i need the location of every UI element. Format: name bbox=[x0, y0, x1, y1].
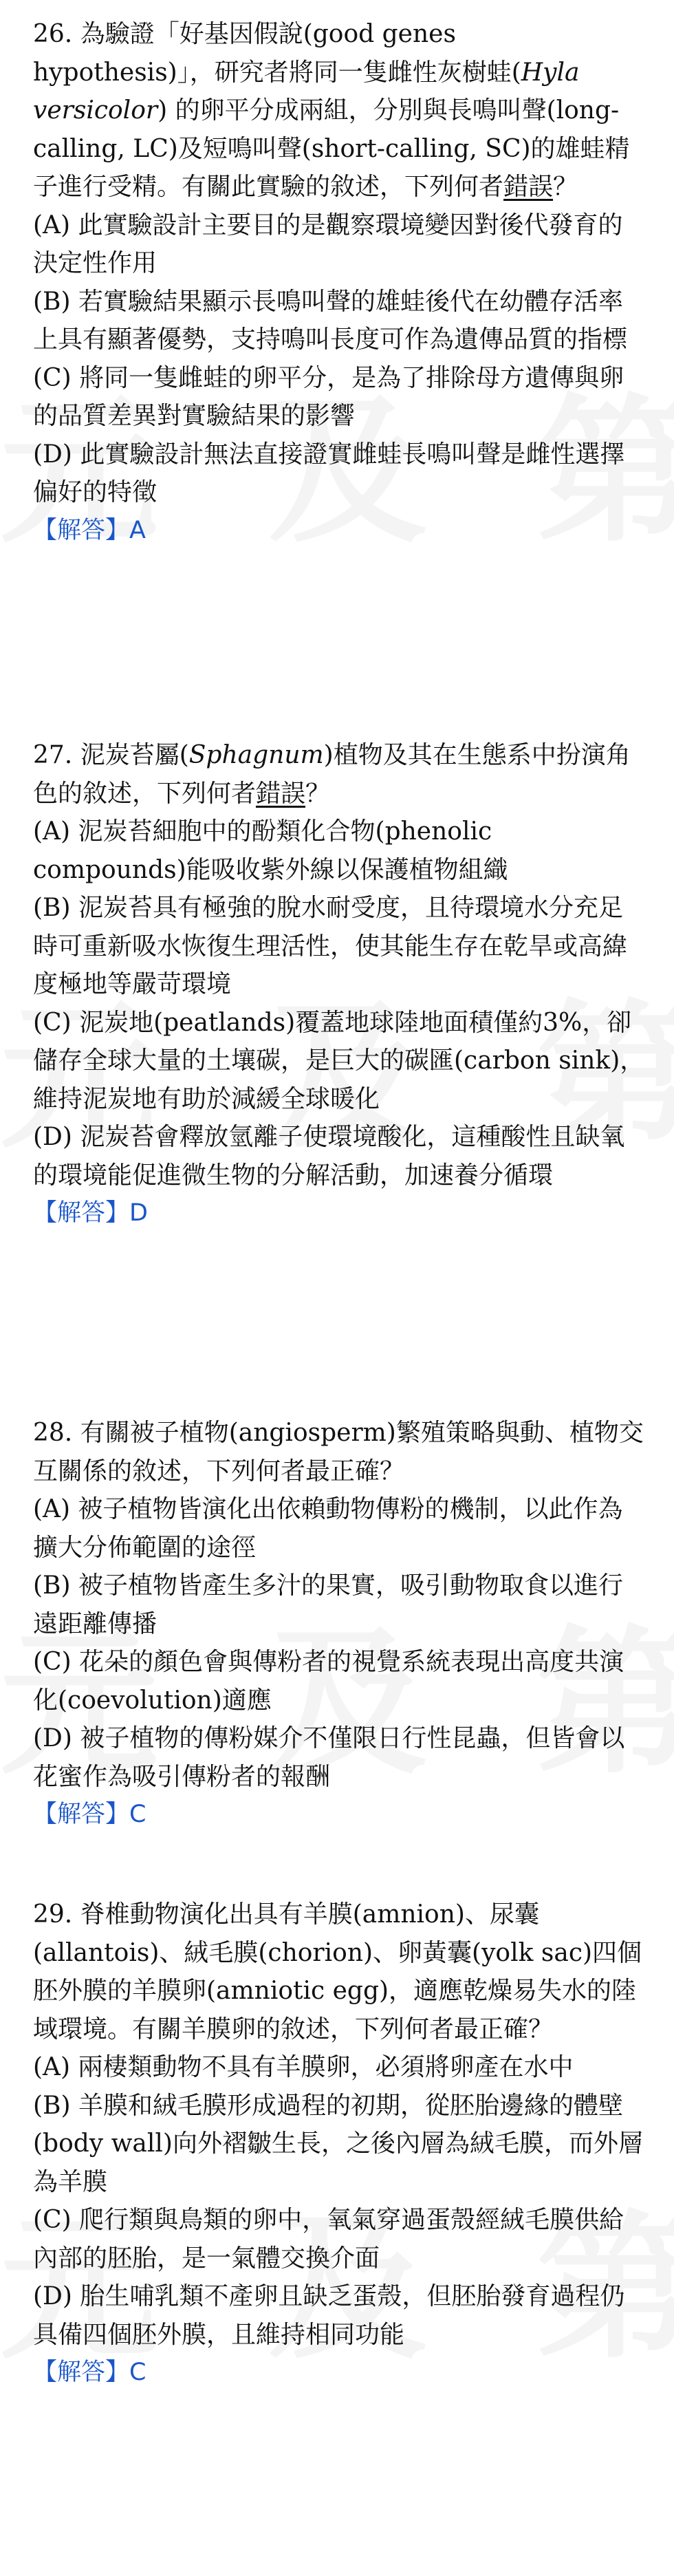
question-stem: 28. 有關被子植物(angiosperm)繁殖策略與動、植物交互關係的敘述，下列何者最正確？ bbox=[33, 1419, 644, 1485]
option-c: (C) 泥炭地(peatlands)覆蓋地球陸地面積僅約3%，卻儲存全球大量的土壤碳，是巨大的碳匯(carbon sink)，維持泥炭地有助於減緩全球暖化 bbox=[33, 1008, 645, 1113]
option-a: (A) 被子植物皆演化出依賴動物傳粉的機制，以此作為擴大分佈範圍的途徑 bbox=[33, 1495, 623, 1562]
option-a: (A) 此實驗設計主要目的是觀察環境變因對後代發育的決定性作用 bbox=[33, 211, 623, 277]
genus-name: Sphagnum bbox=[188, 741, 324, 769]
option-d: (D) 被子植物的傳粉媒介不僅限日行性昆蟲，但皆會以花蜜作為吸引傳粉者的報酬 bbox=[33, 1724, 625, 1791]
option-b: (B) 泥炭苔具有極強的脫水耐受度，且待環境水分充足時可重新吸水恢復生理活性，使其能生存在乾旱或高緯度極地等嚴苛環境 bbox=[33, 894, 628, 998]
question-27 bbox=[33, 736, 645, 1233]
option-c: (C) 將同一隻雌蛙的卵平分，是為了排除母方遺傳與卵的品質差異對實驗結果的影響 bbox=[33, 363, 624, 430]
keyword-underlined: 錯誤 bbox=[256, 779, 306, 808]
question-stem: 26. 為驗證「好基因假說(good genes hypothesis)」，研究者將同一隻雌性灰樹蛙(Hyla versicolor) 的卵平分成兩組，分別與長鳴叫聲(long-calling, LC)及短鳴叫聲(short-calling, SC)的雄蛙精子進行受精。有關此實驗的敘述，下列何者錯誤？ bbox=[33, 20, 630, 201]
answer-value: C bbox=[129, 1801, 146, 1828]
answer-label: 解答 bbox=[57, 1199, 106, 1227]
option-b: (B) 被子植物皆產生多汁的果實，吸引動物取食以進行遠距離傳播 bbox=[33, 1571, 623, 1638]
question-stem: 27. 泥炭苔屬(Sphagnum)植物及其在生態系中扮演角色的敘述，下列何者錯誤？ bbox=[33, 741, 631, 808]
option-d: (D) 胎生哺乳類不產卵且缺乏蛋殼，但胚胎發育過程仍具備四個胚外膜，且維持相同功能 bbox=[33, 2282, 625, 2349]
option-b: (B) 羊膜和絨毛膜形成過程的初期，從胚胎邊緣的體壁(body wall)向外褶皺生長，之後內層為絨毛膜，而外層為羊膜 bbox=[33, 2091, 643, 2196]
answer-label: 解答 bbox=[57, 2359, 106, 2386]
answer-value: A bbox=[129, 516, 146, 544]
answer-line: 【解答】D bbox=[33, 1199, 148, 1227]
answer-line: 【解答】C bbox=[33, 1801, 146, 1828]
question-stem: 29. 脊椎動物演化出具有羊膜(amnion)、尿囊(allantois)、絨毛膜(chorion)、卵黃囊(yolk sac)四個胚外膜的羊膜卵(amniotic egg)，適應乾燥易失水的陸域環境。有關羊膜卵的敘述，下列何者最正確？ bbox=[33, 1900, 642, 2043]
answer-line: 【解答】C bbox=[33, 2359, 146, 2386]
question-28 bbox=[33, 1414, 645, 1834]
question-29 bbox=[33, 1896, 645, 2392]
answer-value: D bbox=[129, 1199, 148, 1227]
answer-label: 解答 bbox=[57, 1801, 106, 1828]
option-a: (A) 泥炭苔細胞中的酚類化合物(phenolic compounds)能吸收紫外線以保護植物組織 bbox=[33, 817, 508, 884]
option-c: (C) 爬行類與鳥類的卵中，氧氣穿過蛋殼經絨毛膜供給內部的胚胎，是一氣體交換介面 bbox=[33, 2206, 624, 2273]
option-d: (D) 此實驗設計無法直接證實雌蛙長鳴叫聲是雌性選擇偏好的特徵 bbox=[33, 440, 625, 506]
option-d: (D) 泥炭苔會釋放氫離子使環境酸化，這種酸性且缺氧的環境能促進微生物的分解活動，加速養分循環 bbox=[33, 1123, 625, 1190]
answer-label: 解答 bbox=[57, 516, 106, 544]
answer-value: C bbox=[129, 2359, 146, 2386]
option-b: (B) 若實驗結果顯示長鳴叫聲的雄蛙後代在幼體存活率上具有顯著優勢，支持鳴叫長度可作為遺傳品質的指標 bbox=[33, 287, 628, 354]
keyword-underlined: 錯誤 bbox=[503, 173, 554, 201]
option-c: (C) 花朵的顏色會與傳粉者的視覺系統表現出高度共演化(coevolution)適應 bbox=[33, 1648, 624, 1715]
answer-line: 【解答】A bbox=[33, 516, 146, 544]
species-name: Hyla versicolor bbox=[33, 58, 580, 125]
option-a: (A) 兩棲類動物不具有羊膜卵，必須將卵產在水中 bbox=[33, 2053, 574, 2081]
question-26 bbox=[33, 15, 645, 550]
